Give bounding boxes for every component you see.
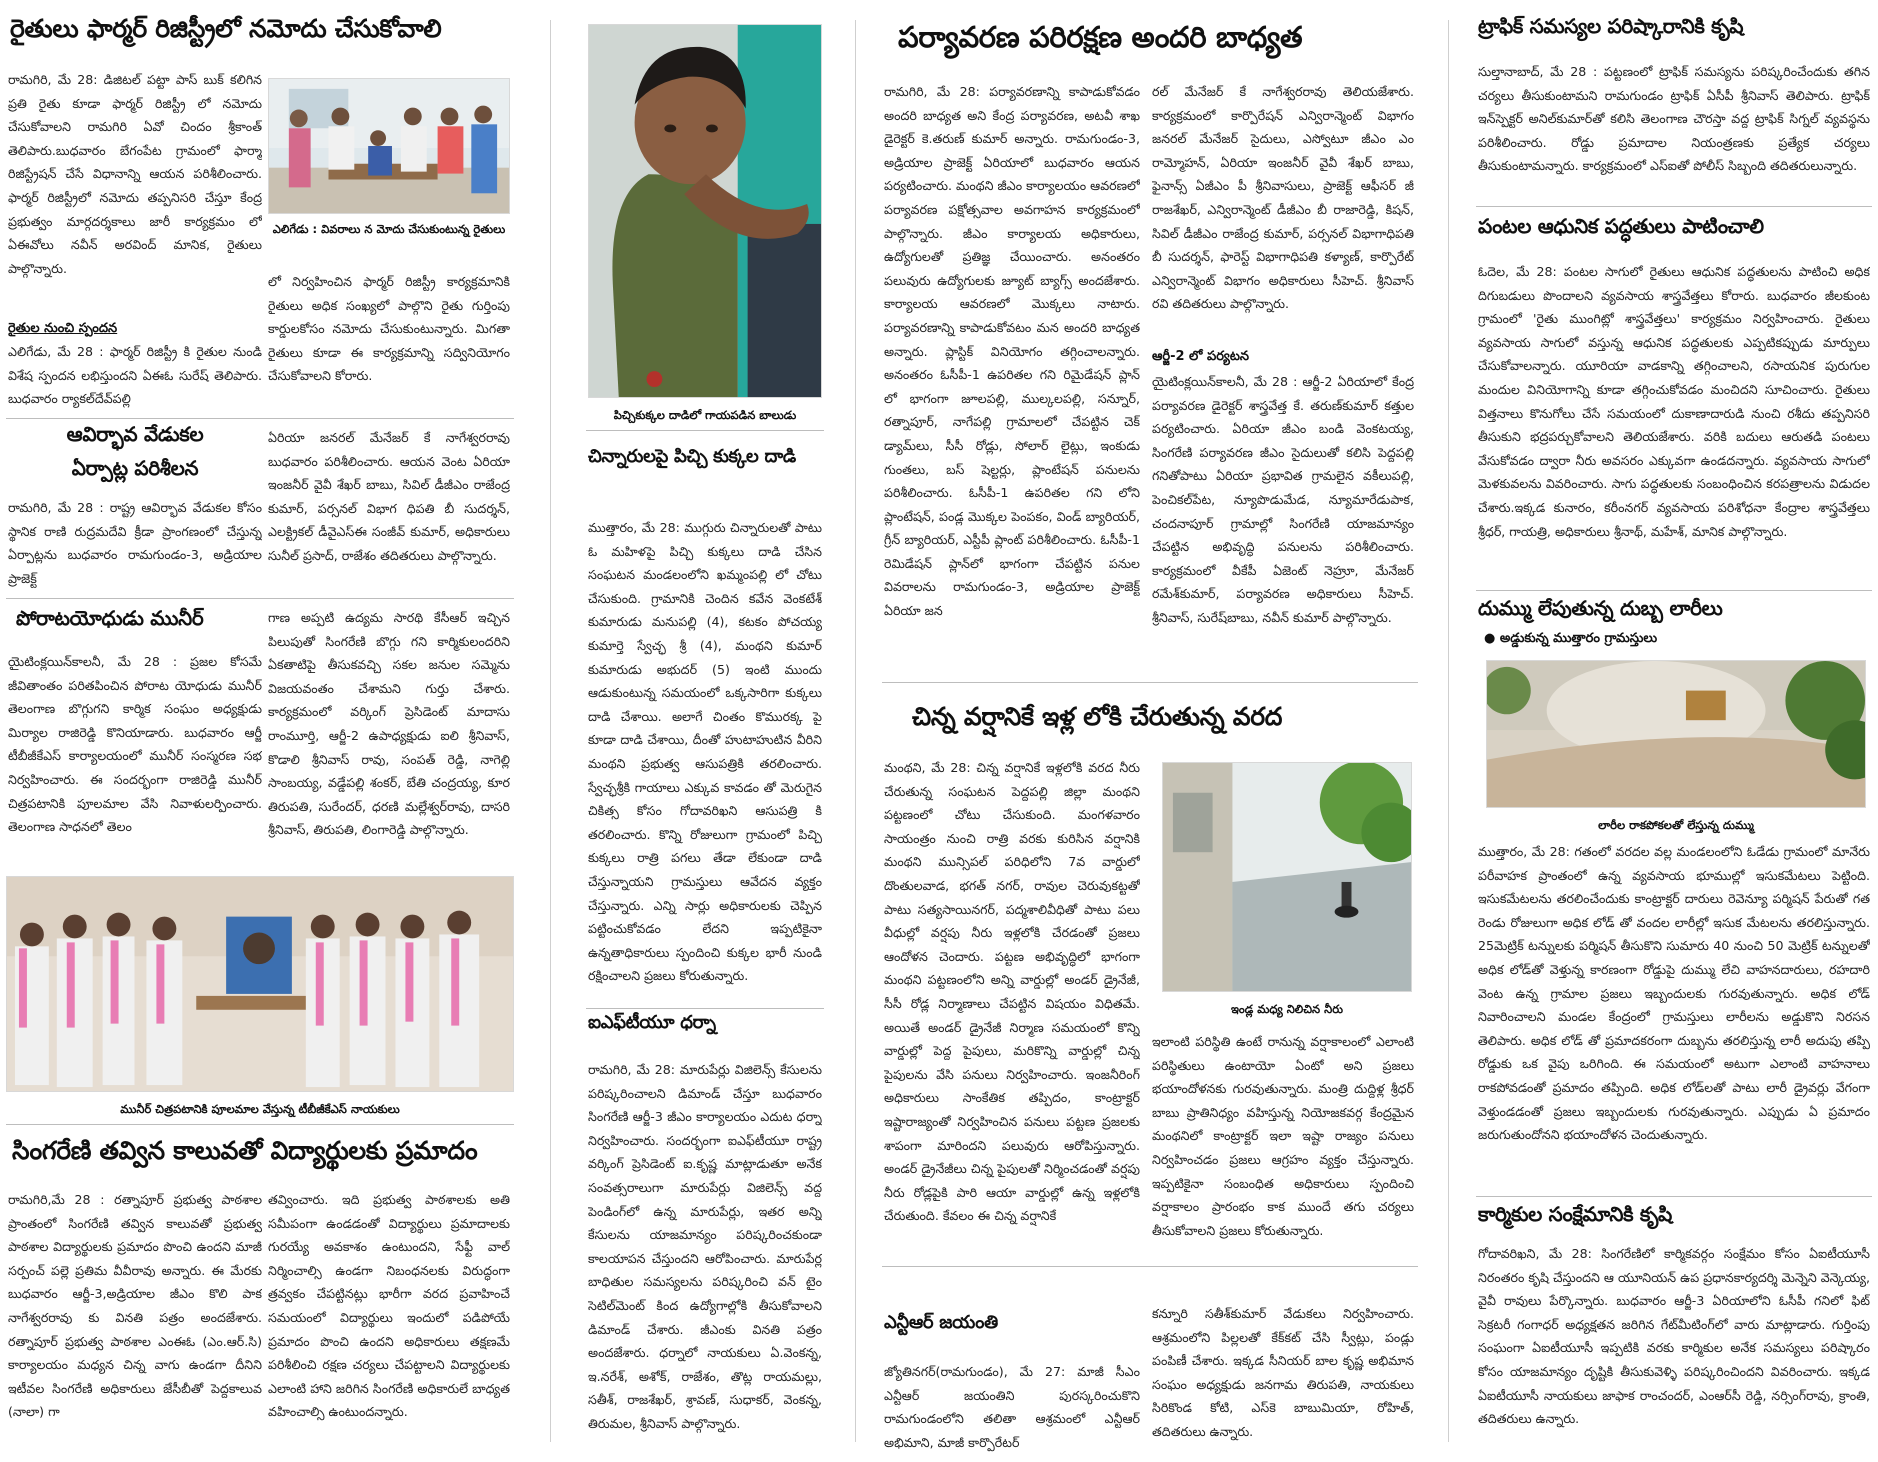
farmer-registry-body-c: లో నిర్వహించిన ఫార్మర్ రిజిస్ట్రీ కార్యక్రమానికి రైతులు అధిక సంఖ్యలో పాల్గొని రైతు గుర్తింపు కార్డులకోసం నమోదు చేసుకుంటున్నారు. మిగతా రైతులు కూడా ఈ కార్యక్రమాన్ని సద్వినియోగం చేసుకోవాలని కోరారు. (268, 274, 510, 384)
story-divider (586, 430, 824, 431)
story-divider (1476, 1196, 1872, 1197)
column-divider (855, 20, 856, 1442)
munir-photo (6, 876, 514, 1092)
story-divider (1476, 206, 1872, 207)
injured-boy-photo-caption: పిచ్చికుక్కల దాడిలో గాయపడిన బాలుడు (613, 408, 797, 422)
story-divider (6, 418, 514, 419)
dog-attack-headline: చిన్నారులపై పిచ్చి కుక్కల దాడి (588, 446, 796, 467)
dust-photo-caption: లారీల రాకపోకలతో లేస్తున్న దుమ్ము (1598, 818, 1754, 832)
munir-headline: పోరాటయోధుడు మునీర్ (16, 606, 204, 630)
column-3 (882, 10, 1418, 1454)
column-4 (1476, 10, 1872, 1454)
injured-boy-photo (588, 24, 822, 398)
ntr-body-b: కన్నూరి సతీశ్‌కుమార్ వేడుకలు నిర్వహించారు. ఆశ్రమంలోని పిల్లలతో కేక్‌కట్ చేసి స్వీట్లు, పండ్లు పంపిణీ చేశారు. ఇక్కడ సీనియర్ బాల కృష్ణ అభిమాన సంఘం అధ్యక్షుడు జనగామ తిరుపతి, నాయకులు సిరికొండ కోటి, ఎస్‌కె బాబుమియా, రోహిత్, తదితరులు ఉన్నారు. (1152, 1306, 1414, 1439)
farmer-registry-subhead: రైతుల నుంచి స్పందన (8, 321, 118, 336)
traffic-headline: ట్రాఫిక్ సమస్యల పరిష్కారానికి కృషి (1478, 14, 1744, 38)
singareni-body-b: తవ్వించారు. ఇది ప్రభుత్వ పాఠశాలకు అతి సమీపంగా ఉండడంతో విద్యార్థులు ప్రమాదాలకు గురయ్యే అవకాశం ఉంటుందని, సేఫ్టీ వాల్ నిర్మించాల్సి ఉండగా నిబంధనలకు విరుద్ధంగా త్రవ్వకం చేపట్టినట్లు భారీగా వరద ప్రవాహించే సమయంలో విద్యార్థులు ఇందులో పడిపోయే ప్రమాదం పొంచి ఉందని అధికారులు తక్షణమే పరిశీలించి రక్షణ చర్యలు చేపట్టాలని విద్యార్థులకు ఎలాంటి హాని జరిగిన సింగరేణి అధికారులే బాధ్యత వహించాల్సి ఉంటుందన్నారు. (268, 1192, 510, 1420)
environment-body-c: యైటింక్లయిన్‌కాలనీ, మే 28 : ఆర్జీ-2 ఏరియాలో కేంద్ర పర్యావరణ డైరెక్టర్ శాస్త్రవేత్త కే. తరుణ్‌కుమార్ కత్తుల పర్యటించారు. ఏరియా జీఎం బండి వెంకటయ్య, సింగరేణి పర్యావరణ జీఎం సైదులుతో కలిసి పెద్దపల్లి గనితోపాటు ఏరియా ప్రభావిత గ్రామలైన వకీలుపల్లి, పెంచికల్‌పేట, న్యూపొడుమేడ, న్యూమారేడుపాక, చందనాపూర్ గ్రామాల్లో సింగరేణి యాజమాన్యం చేపట్టిన అభివృద్ధి పనులను పరిశీలించారు. కార్యక్రమంలో వీకేపీ ఏజెంట్ నెహ్రూ, మేనేజర్ రమేశ్‌కుమార్, పర్యావరణ అధికారులు సీహెచ్. శ్రీనివాస్, సురేష్‌బాబు, నవీన్ కుమార్ పాల్గొన్నారు. (1152, 374, 1414, 625)
singareni-headline: సింగరేణి తవ్విన కాలువతో విద్యార్థులకు ప్రమాదం (12, 1136, 478, 1165)
iftu-body: రామగిరి, మే 28: మారుపేర్లు విజిలెన్స్ కేసులను పరిష్కరించాలని డిమాండ్ చేస్తూ బుధవారం సింగరేణి ఆర్జీ-3 జీఎం కార్యాలయం ఎదుట ధర్నా నిర్వహించారు. సందర్భంగా ఐఎఫ్‌టీయూ రాష్ట్ర వర్కింగ్ ప్రెసిడెంట్ ఐ.కృష్ణ మాట్లాడుతూ అనేక సంవత్సరాలుగా మారుపేర్లు విజిలెన్స్ వద్ద పెండింగ్‌లో ఉన్న మారుపేర్లు, ఇతర అన్ని కేసులను యాజమాన్యం పరిష్కరించకుండా కాలయాపన చేస్తుందని ఆరోపించారు. మారుపేర్ల బాధితుల సమస్యలను పరిష్కరించి వన్ టైం సెటిల్‌మెంట్ కింద ఉద్యోగాల్లోకి తీసుకోవాలని డిమాండ్ చేశారు. జీఎంకు వినతి పత్రం అందజేశారు. ధర్నాలో నాయకులు ఏ.వెంకన్న, ఇ.నరేశ్, అశోక్, రాజేశం, తొట్ల రాయమల్లు, సతీశ్, రాజశేఖర్, శ్రావణ్, సుధాకర్, వెంకన్న, తిరుమల, శ్రీనివాస్ పాల్గొన్నారు. (588, 1062, 822, 1431)
flood-photo (1162, 762, 1412, 992)
dust-subhead: ● అడ్డుకున్న ముత్తారం గ్రామస్తులు (1484, 631, 1658, 646)
environment-body: రామగిరి, మే 28: పర్యావరణాన్ని కాపాడుకోవడం అందరి బాధ్యత అని కేంద్ర పర్యావరణ, అటవీ శాఖ డైరెక్టర్ కె.తరుణ్ కుమార్ అన్నారు. రామగుండం-3, అడ్రియాల ప్రాజెక్ట్ ఏరియాలో బుధవారం ఆయన పర్యటించారు. మంథని జీఎం కార్యాలయం ఆవరణలో పర్యావరణ పక్షోత్సవాల అవగాహన కార్యక్రమంలో పాల్గొన్నారు. జీఎం కార్యాలయ అధికారులు, ఉద్యోగులతో ప్రతిజ్ఞ చేయించారు. అనంతరం పలువురు ఉద్యోగులకు జ్యూట్ బ్యాగ్స్ అందజేశారు. కార్యాలయ ఆవరణలో మొక్కలు నాటారు. పర్యావరణాన్ని కాపాడుకోవటం మన అందరి బాధ్యత అన్నారు. ప్లాస్టిక్ వినియోగం తగ్గించాలన్నారు. అనంతరం ఓసీపీ-1 ఉపరితల గని రిమైడేషన్ ప్లాన్ లో భాగంగా జూలపల్లి, ముల్కలపల్లి, సన్నూర్, రత్నాపూర్, నాగేపల్లి గ్రామాలలో చేపట్టిన చెక్ డ్యామ్‌లు, సీసీ రోడ్లు, సోలార్ లైట్లు, ఇంకుడు గుంతలు, బస్ షెల్టర్లు, ప్లాంటేషన్ పనులను పరిశీలించారు. ఓసీపీ-1 ఉపరితల గని లోని ప్లాంటేషన్, పండ్ల మొక్కల పెంపకం, విండ్ బ్యారియర్, గ్రీన్ బ్యారియర్, ఎస్టీపీ ప్లాంట్ పరిశీలించారు. ఓసీపీ-1 రెమిడేషన్ ప్లాన్‌లో భాగంగా చేపట్టిన పనుల వివరాలను రామగుండం-3, అడ్రియాల ప్రాజెక్ట్ ఏరియా జన (884, 84, 1140, 619)
farmer-registry-body: రామగిరి, మే 28: డిజిటల్ పట్టా పాస్ బుక్ కలిగిన ప్రతి రైతు కూడా ఫార్మర్ రిజిస్ట్రీ లో నమోదు చేసుకోవాలని రామగిరి ఏవో చిందం శ్రీకాంత్ తెలిపారు.బుధవారం బేగంపేట గ్రామంలో ఫార్మా రిజిస్ట్రేషన్ చేసే విధానాన్ని ఆయన పరిశీలించారు. ఫార్మర్ రిజిస్ట్రీలో నమోదు తప్పనిసరి చేస్తూ కేంద్ర ప్రభుత్వం మార్గదర్శకాలు జారీ కార్యక్రమం లో ఏఈవోలు నవీన్ అరవింద్ మానిక, రైతులు పాల్గొన్నారు. (8, 72, 262, 276)
column-divider (550, 20, 551, 1442)
story-divider (882, 1266, 1418, 1267)
workers-body: గోదావరిఖని, మే 28: సింగరేణిలో కార్మికవర్గం సంక్షేమం కోసం ఏఐటీయూసీ నిరంతరం కృషి చేస్తుందని ఆ యూనియన్ ఉప ప్రధానకార్యదర్శి మెన్నెని వెన్కెయ్య, వైవీ రావులు పేర్కొన్నారు. బుధవారం ఆర్జీ-3 ఏరియాలోని ఓసీపీ గనిలో ఫిట్ సెక్రటరీ గంగాధర్ అధ్యక్షతన జరిగిన గేట్‌మీటింగ్‌లో వారు మాట్లాడారు. గుర్తింపు సంఘంగా ఏఐటీయూసీ ఇప్పటికి వరకు కార్మికుల అనేక సమస్యలు పరిష్కారం కోసం యాజమాన్యం దృష్టికి తీసుకువెళ్ళి పరిష్కరించిందని వివరించారు. ఇక్కడ ఏఐటీయూసీ నాయకులు జాఫాక రాంచందర్, ఎంఆర్‌సీ రెడ్డి, నర్సింగ్‌రావు, క్రాంతి, తదితరులు ఉన్నారు. (1478, 1246, 1870, 1427)
workers-headline: కార్మికుల సంక్షేమానికి కృషి (1478, 1202, 1672, 1226)
story-divider (882, 682, 1418, 683)
column-1 (6, 10, 514, 1454)
farmer-registry-photo-caption: ఎలిగేడు : వివరాలు న మోదు చేసుకుంటున్న రైతులు (272, 222, 506, 236)
farmer-registry-photo (268, 78, 510, 214)
formation-day-headline-2: ఏర్పాట్ల పరిశీలన (71, 456, 199, 480)
flood-body-b: ఇలాంటి పరిస్థితి ఉంటే రానున్న వర్షాకాలంలో ఎలాంటి పరిస్థితులు ఉంటాయో ఏంటో అని ప్రజలు భయాందోళనకు గురవుతున్నారు. మంత్రి దుద్దిళ్ల శ్రీధర్ బాబు ప్రాతినిధ్యం వహిస్తున్న నియోజకవర్గ కేంద్రమైన మంథనిలో కాంట్రాక్టర్ ఇలా ఇష్టా రాజ్యం పనులు నిర్వహించడం ప్రజలు ఆగ్రహం వ్యక్తం చేస్తున్నారు. ఇప్పటికైనా సంబంధిత అధికారులు స్పందించి వర్షాకాలం ప్రారంభం కాక ముందే తగు చర్యలు తీసుకోవాలని ప్రజలు కోరుతున్నారు. (1152, 1034, 1414, 1238)
story-divider (6, 1124, 514, 1125)
singareni-body: రామగిరి,మే 28 : రత్నాపూర్ ప్రభుత్వ పాఠశాల ప్రాంతంలో సింగరేణి తవ్విన కాలువతో ప్రభుత్వ పాఠశాల విద్యార్థులకు ప్రమాదం పొంచి ఉందని మాజీ సర్పంచ్ పల్లె ప్రతిమ వీవీరావు అన్నారు. ఈ మేరకు బుధవారం ఆర్జీ-3,అడ్రియాల జీఎం కొలి పాక నాగేశ్వరరావు కు వినతి పత్రం అందజేశారు. రత్నాపూర్ ప్రభుత్వ పాఠశాల ఎంఈఓ (ఎం.ఆర్.సి) కార్యాలయం మధ్యన చిన్న వాగు ఉండగా దీనిని ఇటీవల సింగరేణి అధికారులు జేసీబీతో పెద్దకాలువ (నాలా) గా (8, 1192, 262, 1420)
farmer-registry-headline: రైతులు ఫార్మర్ రిజిస్ట్రీలో నమోదు చేసుకోవాలి (10, 14, 442, 43)
traffic-body: సుల్తానాబాద్, మే 28 : పట్టణంలో ట్రాఫిక్ సమస్యను పరిష్కరించేందుకు తగిన చర్యలు తీసుకుంటామని రామగుండం ట్రాఫిక్ ఏసీపీ శ్రీనివాస్ తెలిపారు. ట్రాఫిక్ ఇన్‌స్పెక్టర్ అనిల్‌కుమార్‌తో కలిసి తెలంగాణ చౌరస్తా వద్ద ట్రాఫిక్ సిగ్నల్ వ్యవస్థను పరిశీలించారు. రోడ్డు ప్రమాదాల నియంత్రణకు ప్రత్యేక చర్యలు తీసుకుంటామన్నారు. కార్యక్రమంలో ఎస్ఐతో పోలీస్ సిబ్బంది తదితరులున్నారు. (1478, 64, 1870, 174)
environment-subhead: ఆర్జీ-2 లో పర్యటన (1152, 349, 1250, 364)
ntr-headline: ఎన్టీఆర్ జయంతి (884, 1312, 998, 1333)
munir-photo-caption: మునీర్ చిత్రపటానికి పూలమాల వేస్తున్న టీబీజీకేఎస్ నాయకులు (120, 1102, 400, 1116)
munir-body-b: గాణ అప్పటి ఉద్యమ సారథి కేసీఆర్ ఇచ్చిన పిలుపుతో సింగరేణి బొగ్గు గని కార్మికులందరిని ఏకతాటిపై తీసుకవచ్చి సకల జనుల సమ్మెను విజయవంతం చేశామని గుర్తు చేశారు. కార్యక్రమంలో వర్కింగ్ ప్రెసిడెంట్ మాదాసు రాంమూర్తి, ఆర్జీ-2 ఉపాధ్యక్షుడు ఐలి శ్రీనివాస్, కొడాలి శ్రీనివాస్ రావు, సంపత్ రెడ్డి, నాగెల్లి సాంబయ్య, వడ్డేపల్లి శంకర్, బేతి చంద్రయ్య, కూర తిరుపతి, సురేందర్, ధరణి మల్లేశ్వర్‌రావు, దాసరి శ్రీనివాస్, తిరుపతి, లింగారెడ్డి పాల్గొన్నారు. (268, 610, 510, 838)
farmer-registry-body-b: ఎలిగేడు, మే 28 : ఫార్మర్ రిజిస్ట్రీ కి రైతుల నుండి విశేష స్పందన లభిస్తుందని ఏఈఓ సురేష్ తెలిపారు. బుధవారం ర్యాకల్‌దేవ్‌పల్లి (8, 344, 262, 407)
formation-day-headline-1: ఆవిర్భావ వేడుకల (66, 422, 204, 446)
environment-headline: పర్యావరణ పరిరక్షణ అందరి బాధ్యత (898, 20, 1303, 54)
iftu-headline: ఐఎఫ్‌టీయూ ధర్నా (588, 1012, 716, 1033)
munir-body: యైటింక్లయిన్‌కాలనీ, మే 28 : ప్రజల కోసమే జీవితాంతం పరితపించిన పోరాట యోధుడు మునీర్ తెలంగాణ బొగ్గుగని కార్మిక సంఘం అధ్యక్షుడు మిర్యాల రాజిరెడ్డి కొనియాడారు. బుధవారం ఆర్జీ టీబీజీకేఎస్ కార్యాలయంలో మునీర్ సంస్మరణ సభ నిర్వహించారు. ఈ సందర్భంగా రాజిరెడ్డి మునీర్ చిత్రపటానికి పూలమాల వేసి నివాళులర్పించారు. తెలంగాణ సాధనలో తెలం (8, 654, 262, 835)
story-divider (586, 1008, 824, 1009)
environment-body-b: రల్ మేనేజర్ కే నాగేశ్వరరావు తెలియజేశారు. కార్యక్రమంలో కార్పొరేషన్ ఎన్విరాన్మెంట్ విభాగం జనరల్ మేనేజర్ సైదులు, ఎస్వోటూ జీఎం ఎం రామ్మోహన్, ఏరియా ఇంజనీర్ వైవీ శేఖర్ బాబు, ఫైనాన్స్ ఏజీఎం పీ శ్రీనివాసులు, ప్రాజెక్ట్ ఆఫీసర్ జీ రాజశేఖర్, ఎన్విరాన్మెంట్ డీజీఎం బీ రాజారెడ్డి, కిషన్, సివిల్ డీజీఎం రాజేంద్ర కుమార్, పర్సనల్ విభాగాధిపతి బీ సుదర్శన్, ఫారెస్ట్ విభాగాధిపతి కళ్యాణ్, కార్పొరేట్ ఎన్విరాన్మెంట్ విభాగం అధికారులు సీహెచ్. శ్రీనివాస్ రవి తదితరులు పాల్గొన్నారు. (1152, 84, 1414, 312)
flood-photo-caption: ఇండ్ల మధ్య నిలిచిన నీరు (1230, 1002, 1343, 1016)
formation-day-body: రామగిరి, మే 28 : రాష్ట్ర ఆవిర్భావ వేడుకల కోసం స్థానిక రాణి రుద్రమదేవి క్రీడా ప్రాంగణంలో చేస్తున్న ఏర్పాట్లను బుధవారం రామగుండం-3, అడ్రియాల ప్రాజెక్ట్ (8, 500, 262, 586)
story-divider (1476, 590, 1872, 591)
dog-attack-body: ముత్తారం, మే 28: ముగ్గురు చిన్నారులతో పాటు ఓ మహిళపై పిచ్చి కుక్కలు దాడి చేసిన సంఘటన మండలంలోని ఖమ్మంపల్లి లో చోటు చేసుకుంది. గ్రామానికి చెందిన కవేన వెంకటేశ్ కుమారుడు మనుపల్లి (4), కటకం పోచయ్య కుమార్తె స్వేచ్ఛ శ్రీ (4), మంథని కుమార్ కుమారుడు అభుదర్ (5) ఇంటి ముందు ఆడుకుంటున్న సమయంలో ఒక్కసారిగా కుక్కలు దాడి చేశాయి. అలాగే చింతం కొమురక్క పై కూడా దాడి చేశాయి, దీంతో హుటాహుటిన వీరిని మంథని ప్రభుత్వ ఆసుపత్రికి తరలించారు. స్వేచ్ఛశ్రీకి గాయాలు ఎక్కువ కావడం తో మెరుగైన చికిత్స కోసం గోదావరిఖని ఆసుపత్రి కి తరలించారు. కొన్ని రోజులుగా గ్రామంలో పిచ్చి కుక్కలు రాత్రి పగలు తేడా లేకుండా దాడి చేస్తున్నాయని గ్రామస్తులు ఆవేదన వ్యక్తం చేస్తున్నారు. ఎన్ని సార్లు అధికారులకు చెప్పిన పట్టించుకోవడం లేదని ఇప్పటికైనా ఉన్నతాధికారులు స్పందించి కుక్కల భారీ నుండి రక్షించాలని ప్రజలు కోరుతున్నారు. (588, 520, 822, 984)
story-divider (6, 598, 514, 599)
formation-day-body-b: ఏరియా జనరల్ మేనేజర్ కే నాగేశ్వరరావు బుధవారం పరిశీలించారు. ఆయన వెంట ఏరియా ఇంజనీర్ వైవీ శేఖర్ బాబు, సివిల్ డీజీఎం రాజేంద్ర కుమార్, పర్సనల్ విభాగ ధిపతి బీ సుదర్శన్, ఎలక్ట్రికల్ డీవైఎస్ఈ సంజీవ్ కుమార్, అధికారులు సునీల్ ప్రసాద్, రాజేశం తదితరులు పాల్గొన్నారు. (268, 430, 510, 563)
crops-body: ఓదెల, మే 28: పంటల సాగులో రైతులు ఆధునిక పద్ధతులను పాటించి అధిక దిగుబడులు పొందాలని వ్యవసాయ శాస్త్రవేత్తలు కోరారు. బుధవారం జీలకుంట గ్రామంలో 'రైతు ముంగిట్లో శాస్త్రవేత్తలు' కార్యక్రమం నిర్వహించారు. రైతులు వ్యవసాయ సాగులో వస్తున్న ఆధునిక పద్ధతులకు ఎప్పటికప్పుడు మార్పులు చేసుకోవాలన్నారు. యూరియా వాడకాన్ని తగ్గించాలని, రసాయనిక పురుగుల మందుల వినియోగాన్ని కూడా తగ్గించుకోవడం మంచిదని సూచించారు. రైతులు విత్తనాలు కొనుగోలు చేసే సమయంలో దుకాణాదారుడి నుంచి రశీదు తప్పనిసరి తీసుకుని భద్రపర్చుకోవాలని తెలియజేశారు. వరికి బదులు ఆరుతడి పంటలు వేసుకోవడం ద్వారా నీరు అవసరం ఎక్కువగా ఉండదన్నారు. వ్యవసాయ సాగులో మెళకువలను వివరించారు. సాగు పద్ధతులకు సంబంధించిన కరపత్రాలను విడుదల చేశారు.ఇక్కడ కునారం, కరీంనగర్ వ్యవసాయ పరిశోధనా కేంద్రాల శాస్త్రవేత్తలు శ్రీధర్, గాయత్రి, అధికారులు శ్రీనాథ్, మహేశ్, మానిక పాల్గొన్నారు. (1478, 264, 1870, 539)
dust-photo (1486, 660, 1866, 808)
dust-body: ముత్తారం, మే 28: గతంలో వరదల వల్ల మండలంలోని ఓడేడు గ్రామంలో మానేరు పరీవాహక ప్రాంతంలో ఉన్న వ్యవసాయ భూముల్లో ఇసుకమేటలు పెట్టింది. ఇసుకమేటలను తరలించేందుకు కాంట్రాక్టర్ దారులు రెవెన్యూ పర్మిషన్ పేరుతో గత రెండు రోజులుగా అధిక లోడ్ తో వందల లారీల్లో ఇసుక మేటలను తరలిస్తున్నారు. 25మెట్రిక్ టన్నులకు పర్మిషన్ తీసుకొని సుమారు 40 నుంచి 50 మెట్రిక్ టన్నులతో అధిక లోడ్‌తో వెళ్తున్న కారణంగా రోడ్డుపై దుమ్ము లేచి వాహనదారులు, రహదారి వెంట ఉన్న గ్రామాల ప్రజలు ఇబ్బందులకు గురవుతున్నారు. అధిక లోడ్ నివారించాలని మండల కేంద్రంలో గ్రామస్తులు లారీలను అడ్డుకొని నిరసన తెలిపారు. అధిక లోడ్ తో ప్రమాదకరంగా దుబ్బను తరలిస్తున్న లారీ అదుపు తప్పి రోడ్డుకు ఒక వైపు ఒరిగింది. ఈ సమయంలో అటుగా ఎలాంటి వాహనాలు రాకపోవడంతో ప్రమాదం తప్పింది. అధిక లోడ్‌లతో పాటు లారీ డ్రైవర్లు వేగంగా వెళ్తుండడంతో ప్రజలు ఇబ్బందులకు గురవుతున్నారు. ఎప్పుడు ఏ ప్రమాదం జరుగుతుందోనని భయాందోళన చెందుతున్నారు. (1478, 844, 1870, 1143)
flood-body: మంథని, మే 28: చిన్న వర్షానికే ఇళ్లలోకి వరద నీరు చేరుతున్న సంఘటన పెద్దపల్లి జిల్లా మంథని పట్టణంలో చోటు చేసుకుంది. మంగళవారం సాయంత్రం నుంచి రాత్రి వరకు కురిసిన వర్షానికి మంథని మున్సిపల్ పరిధిలోని 7వ వార్డులో దొంతులవాడ, భగత్ నగర్, రావుల చెరువుకట్టతో పాటు సత్యసాయినగర్, పద్మశాలివీధితో పాటు పలు వీధుల్లో వర్షపు నీరు ఇళ్లలోకి చేరడంతో ప్రజలు ఆందోళన చెందారు. పట్టణ అభివృద్ధిలో భాగంగా మంథని పట్టణంలోని అన్ని వార్డుల్లో అండర్ డ్రైనేజీ, సీసీ రోడ్ల నిర్మాణాలు చేపట్టిన విషయం విధితమే. అయితే అండర్ డ్రైనేజీ నిర్మాణ సమయంలో కొన్ని వార్డుల్లో పెద్ద పైపులు, మరికొన్ని వార్డుల్లో చిన్న పైపులను వేసి పనులు నిర్వహించారు. ఇంజనీరింగ్ అధికారులు సాంకేతిక తప్పిదం, కాంట్రాక్టర్ ఇష్టారాజ్యంతో నిర్వహించిన పనులు పట్టణ ప్రజలకు శాపంగా మారిందని పలువురు ఆరోపిస్తున్నారు. అండర్ డ్రైనేజీలు చిన్న పైపులతో నిర్మించడంతో వర్షపు నీరు రోడ్లపైకి పారి ఆయా వార్డుల్లో ఉన్న ఇళ్లలోకి చేరుతుంది. కేవలం ఈ చిన్న వర్షానికే (884, 760, 1140, 1224)
dust-headline: దుమ్ము లేపుతున్న దుబ్బ లారీలు (1478, 596, 1723, 620)
crops-headline: పంటల ఆధునిక పద్ధతులు పాటించాలి (1478, 214, 1764, 238)
flood-headline: చిన్న వర్షానికే ఇళ్ల లోకి చేరుతున్న వరద (912, 702, 1283, 731)
column-divider (1448, 20, 1449, 1442)
ntr-body: జ్యోతినగర్(రామగుండం), మే 27: మాజీ సీఎం ఎన్టీఆర్ జయంతిని పురస్కరించుకొని రామగుండంలోని తలితా ఆశ్రమంలో ఎన్టీఆర్ అభిమాని, మాజీ కార్పొరేటర్ (884, 1364, 1140, 1450)
column-2 (586, 10, 824, 1454)
